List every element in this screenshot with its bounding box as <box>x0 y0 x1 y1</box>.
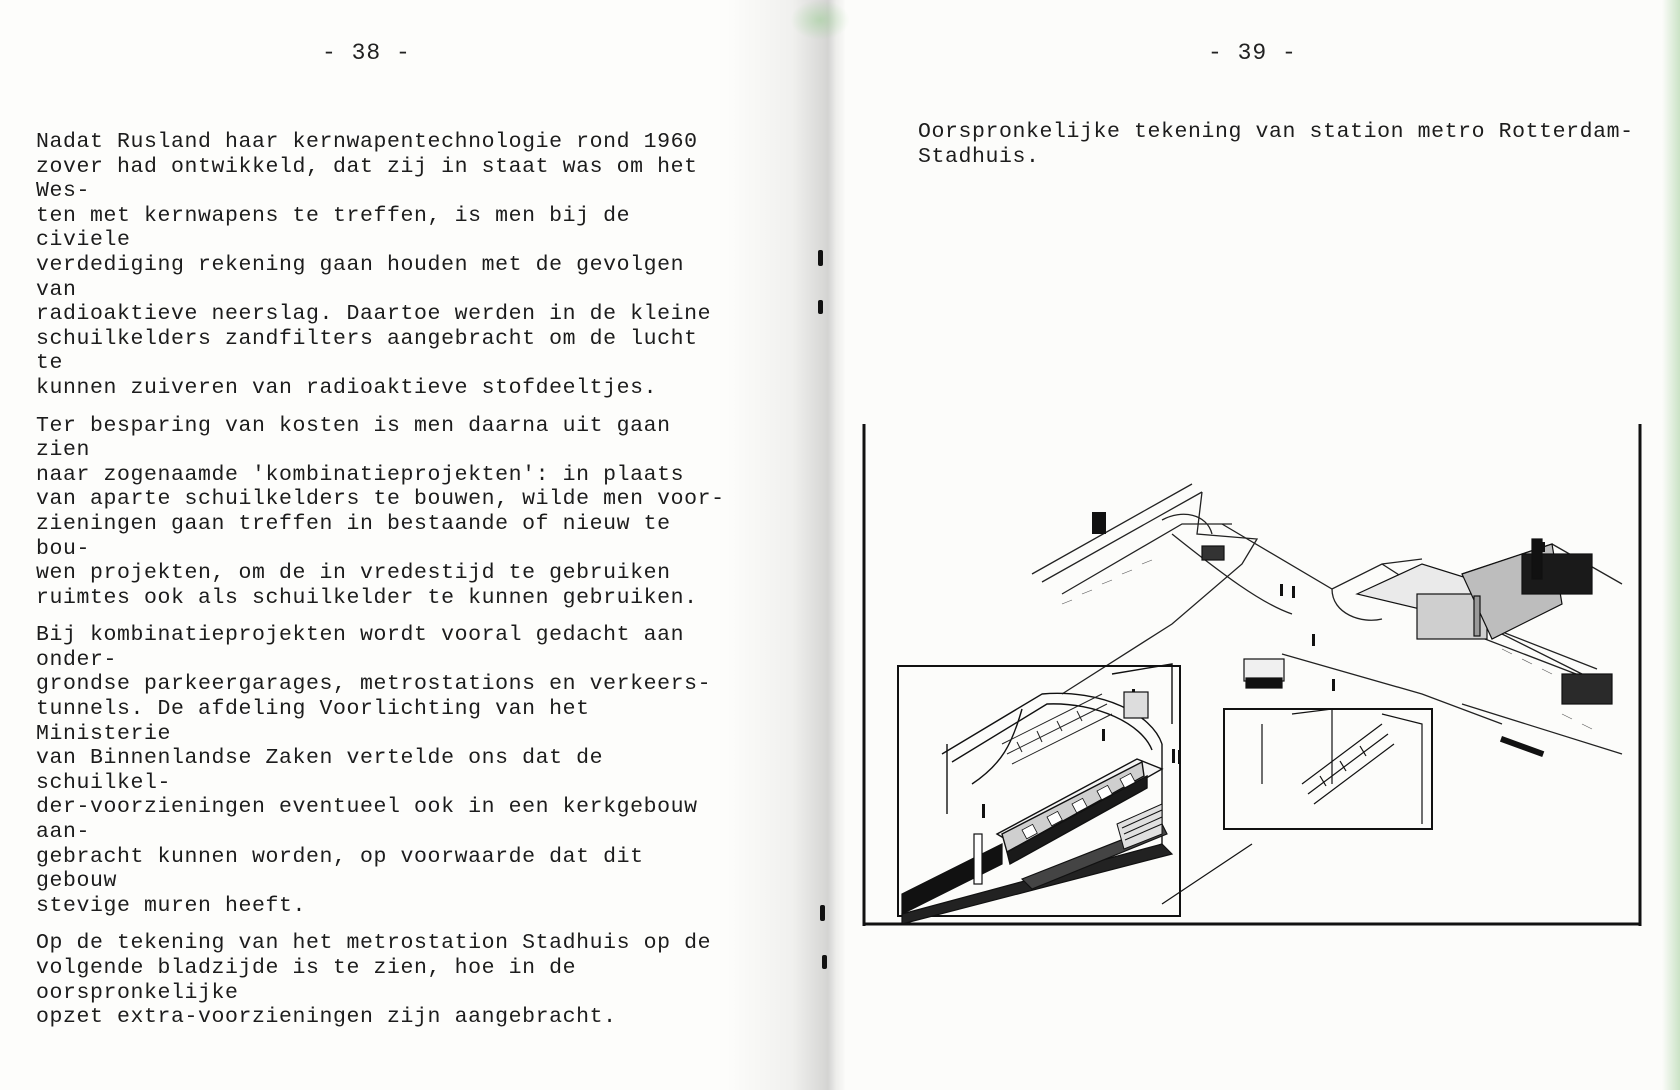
figure-caption: Oorspronkelijke tekening van station metro Rotterdam- Stadhuis. <box>918 120 1634 169</box>
paragraph-3: Bij kombinatieprojekten wordt vooral gedacht aan onder- grondse parkeergarages, metrostations en verkeers- tunnels. De afdeling Voorlichting van het Ministerie van Binnenlandse Zaken vertelde ons dat de schuilkel- der-voorzieningen eventueel ook in een kerkgebouw aan- gebracht kunnen worden, op voorwaarde dat dit gebouw stevige muren heeft. <box>36 623 712 918</box>
binding-hole-icon <box>822 955 827 969</box>
binding-hole-icon <box>818 300 823 314</box>
body-text <box>36 130 736 1043</box>
page-number-left: - 38 - <box>322 40 411 66</box>
binding-hole-icon <box>820 905 825 921</box>
page-right <box>826 0 1680 1090</box>
paragraph-4: Op de tekening van het metrostation Stadhuis op de volgende bladzijde is te zien, hoe in de oorspronkelijke opzet extra-voorzieningen zijn aangebracht. <box>36 931 712 1030</box>
isometric-metro-station-drawing-icon <box>862 424 1642 926</box>
binding-hole-icon <box>818 250 823 266</box>
page-number-right: - 39 - <box>1208 40 1297 66</box>
paragraph-1: Nadat Rusland haar kernwapentechnologie rond 1960 zover had ontwikkeld, dat zij in staat was om het Wes- ten met kernwapens te treffen, is men bij de civiele verdediging rekening gaan houden met de gevolgen van radioaktieve neerslag. Daartoe werden in de kleine schuilkelders zandfilters aangebracht om de lucht te kunnen zuiveren van radioaktieve stofdeeltjes. <box>36 130 712 400</box>
paragraph-2: Ter besparing van kosten is men daarna uit gaan zien naar zogenaamde 'kombinatieprojekten': in plaats van aparte schuilkelders te bouwen, wilde men voor- zieningen gaan treffen in bestaande of nieuw te bou- wen projekten, om de in vredestijd te gebruiken ruimtes ook als schuilkelder te kunnen gebruiken. <box>36 413 725 610</box>
right-edge-stain <box>1662 0 1680 1090</box>
metro-station-drawing <box>862 424 1642 926</box>
page-left <box>0 0 826 1090</box>
